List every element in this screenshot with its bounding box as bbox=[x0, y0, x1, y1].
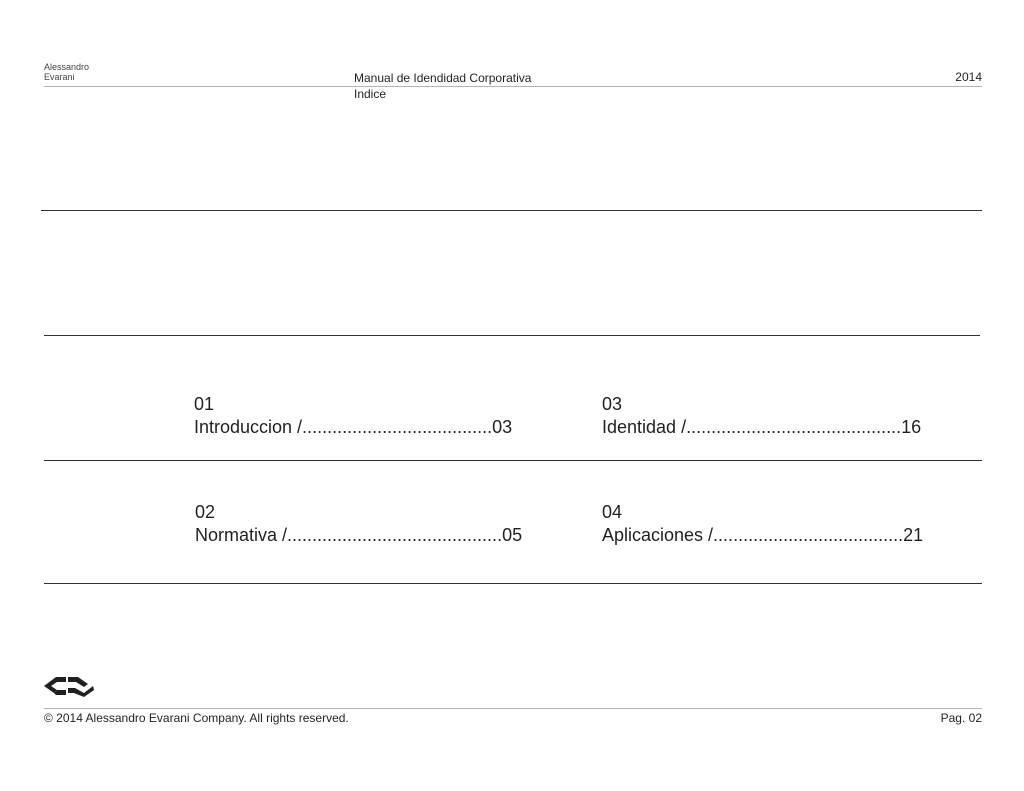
author-name bbox=[44, 62, 89, 82]
divider-2 bbox=[44, 335, 980, 336]
divider-1 bbox=[41, 210, 982, 211]
author-last-name: Evarani bbox=[44, 72, 75, 82]
toc-item-aplicaciones[interactable] bbox=[602, 501, 923, 547]
toc-title: Identidad /...........................................16 bbox=[602, 417, 922, 437]
toc-title: Normativa /...........................................05 bbox=[195, 525, 523, 545]
page-number: Pag. 02 bbox=[940, 711, 982, 725]
divider-3 bbox=[44, 460, 982, 461]
toc-number: 04 bbox=[602, 502, 623, 522]
toc-item-identidad[interactable] bbox=[602, 393, 921, 439]
toc-item-introduccion[interactable] bbox=[194, 393, 512, 439]
footer-divider bbox=[44, 708, 982, 709]
toc-item-normativa[interactable] bbox=[195, 501, 522, 547]
section-title: Indice bbox=[354, 87, 387, 101]
toc-title: Aplicaciones /......................................21 bbox=[602, 525, 924, 545]
toc-number: 03 bbox=[602, 394, 623, 414]
toc-number: 01 bbox=[194, 394, 215, 414]
author-first-name: Alessandro bbox=[44, 62, 90, 72]
copyright-text: © 2014 Alessandro Evarani Company. All rights reserved. bbox=[44, 711, 349, 725]
header-divider bbox=[44, 86, 982, 87]
document-year: 2014 bbox=[955, 70, 982, 84]
divider-4 bbox=[44, 583, 982, 584]
toc-title: Introduccion /......................................03 bbox=[194, 417, 513, 437]
document-title: Manual de Idendidad Corporativa bbox=[354, 71, 532, 85]
company-logo-icon bbox=[44, 674, 94, 698]
toc-number: 02 bbox=[195, 502, 216, 522]
